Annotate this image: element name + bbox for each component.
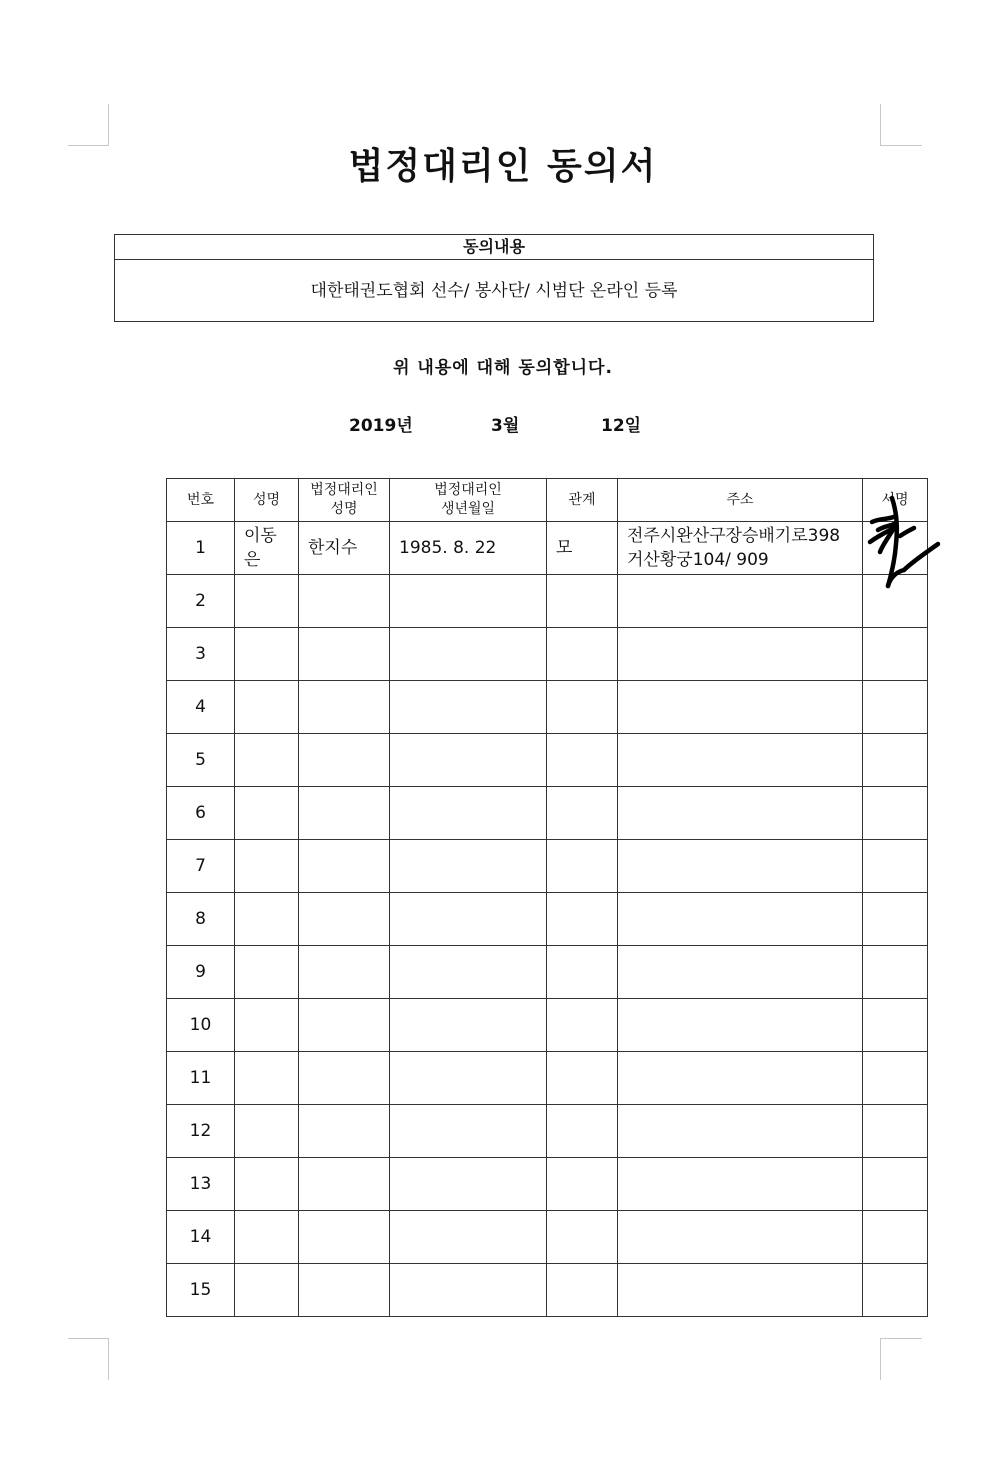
row-birth xyxy=(390,1264,547,1317)
date-month: 3월 xyxy=(491,416,520,436)
row-birth xyxy=(390,681,547,734)
row-name xyxy=(235,681,299,734)
row-relation xyxy=(547,681,618,734)
row-address xyxy=(618,522,863,575)
row-name xyxy=(235,734,299,787)
row-signature xyxy=(863,1211,928,1264)
table-row xyxy=(167,893,928,946)
row-birth xyxy=(390,734,547,787)
row-relation xyxy=(547,999,618,1052)
row-signature xyxy=(863,681,928,734)
row-guardian: 한지수 xyxy=(299,522,390,575)
row-no: 10 xyxy=(167,999,235,1052)
table-row xyxy=(167,1052,928,1105)
row-guardian xyxy=(299,946,390,999)
row-no: 4 xyxy=(167,681,235,734)
row-address xyxy=(618,1158,863,1211)
header-guardian-name xyxy=(299,479,390,522)
header-name: 성명 xyxy=(235,479,299,522)
table-row xyxy=(167,1158,928,1211)
table-row xyxy=(167,1105,928,1158)
crop-mark xyxy=(880,1338,881,1380)
row-birth: 1985. 8. 22 xyxy=(390,522,547,575)
header-guardian-name-line2: 성명 xyxy=(330,501,358,517)
crop-mark xyxy=(68,1338,109,1339)
row-name xyxy=(235,1052,299,1105)
guardian-table xyxy=(166,478,928,1317)
row-relation xyxy=(547,1158,618,1211)
row-no: 9 xyxy=(167,946,235,999)
row-name-line1: 이동 xyxy=(244,526,277,546)
row-address xyxy=(618,787,863,840)
consent-body: 대한태권도협회 선수/ 봉사단/ 시범단 온라인 등록 xyxy=(310,281,678,301)
header-signature: 서명 xyxy=(863,479,928,522)
row-relation xyxy=(547,946,618,999)
row-relation xyxy=(547,628,618,681)
row-address xyxy=(618,946,863,999)
header-relation: 관계 xyxy=(547,479,618,522)
row-name-line2: 은 xyxy=(244,550,261,570)
row-no: 6 xyxy=(167,787,235,840)
row-address xyxy=(618,681,863,734)
row-name xyxy=(235,575,299,628)
row-signature xyxy=(863,628,928,681)
row-name xyxy=(235,628,299,681)
row-no: 2 xyxy=(167,575,235,628)
row-address xyxy=(618,840,863,893)
header-guardian-name-line1: 법정대리인 xyxy=(310,482,378,498)
table-row xyxy=(167,681,928,734)
row-relation xyxy=(547,575,618,628)
table-row xyxy=(167,840,928,893)
row-name xyxy=(235,522,299,575)
row-no: 11 xyxy=(167,1052,235,1105)
row-relation xyxy=(547,1211,618,1264)
row-signature xyxy=(863,1105,928,1158)
row-guardian xyxy=(299,893,390,946)
row-name xyxy=(235,999,299,1052)
row-guardian xyxy=(299,628,390,681)
row-name xyxy=(235,946,299,999)
row-address xyxy=(618,628,863,681)
row-birth xyxy=(390,999,547,1052)
date-year: 2019년 xyxy=(349,416,413,436)
row-no: 7 xyxy=(167,840,235,893)
row-relation: 모 xyxy=(547,522,618,575)
row-no: 8 xyxy=(167,893,235,946)
row-guardian xyxy=(299,1052,390,1105)
row-signature xyxy=(863,522,928,575)
table-row xyxy=(167,787,928,840)
row-guardian xyxy=(299,1158,390,1211)
row-birth xyxy=(390,787,547,840)
table-header-row xyxy=(167,479,928,522)
agree-statement: 위 내용에 대해 동의합니다. xyxy=(393,358,613,378)
row-address xyxy=(618,575,863,628)
row-name xyxy=(235,1105,299,1158)
row-guardian xyxy=(299,681,390,734)
table-row xyxy=(167,946,928,999)
header-address: 주소 xyxy=(618,479,863,522)
row-name xyxy=(235,1158,299,1211)
crop-mark xyxy=(880,1338,922,1339)
row-guardian xyxy=(299,1105,390,1158)
row-address xyxy=(618,1264,863,1317)
row-birth xyxy=(390,1105,547,1158)
row-signature xyxy=(863,575,928,628)
row-address xyxy=(618,1105,863,1158)
header-guardian-birth-line2: 생년월일 xyxy=(440,501,496,517)
table-row xyxy=(167,734,928,787)
consent-heading: 동의내용 xyxy=(115,235,873,260)
row-birth xyxy=(390,1158,547,1211)
row-guardian xyxy=(299,734,390,787)
row-signature xyxy=(863,1052,928,1105)
row-relation xyxy=(547,1105,618,1158)
row-relation xyxy=(547,734,618,787)
row-birth xyxy=(390,575,547,628)
row-no: 1 xyxy=(167,522,235,575)
row-no: 5 xyxy=(167,734,235,787)
header-no: 번호 xyxy=(167,479,235,522)
table-row xyxy=(167,1211,928,1264)
row-birth xyxy=(390,946,547,999)
row-guardian xyxy=(299,1264,390,1317)
row-address-line1: 전주시완산구장승배기로398 xyxy=(627,526,841,546)
row-address xyxy=(618,999,863,1052)
table-row xyxy=(167,1264,928,1317)
row-relation xyxy=(547,893,618,946)
row-guardian xyxy=(299,787,390,840)
row-birth xyxy=(390,628,547,681)
document-title: 법정대리인 동의서 xyxy=(348,146,658,187)
row-guardian xyxy=(299,999,390,1052)
header-guardian-birth-line1: 법정대리인 xyxy=(434,482,502,498)
row-name xyxy=(235,787,299,840)
row-birth xyxy=(390,893,547,946)
table-row xyxy=(167,575,928,628)
row-address xyxy=(618,1211,863,1264)
row-relation xyxy=(547,1264,618,1317)
row-birth xyxy=(390,840,547,893)
row-address xyxy=(618,1052,863,1105)
row-no: 15 xyxy=(167,1264,235,1317)
row-relation xyxy=(547,840,618,893)
row-birth xyxy=(390,1211,547,1264)
row-guardian xyxy=(299,1211,390,1264)
row-signature xyxy=(863,946,928,999)
row-signature xyxy=(863,999,928,1052)
row-signature xyxy=(863,840,928,893)
row-signature xyxy=(863,893,928,946)
date-day: 12일 xyxy=(601,416,642,436)
row-name xyxy=(235,1211,299,1264)
row-no: 14 xyxy=(167,1211,235,1264)
row-name xyxy=(235,893,299,946)
row-relation xyxy=(547,1052,618,1105)
row-name xyxy=(235,840,299,893)
row-address xyxy=(618,734,863,787)
row-guardian xyxy=(299,575,390,628)
row-address xyxy=(618,893,863,946)
row-address-line2: 거산황궁104/ 909 xyxy=(627,550,769,570)
header-guardian-birth xyxy=(390,479,547,522)
row-signature xyxy=(863,1158,928,1211)
crop-mark xyxy=(108,1338,109,1380)
row-signature xyxy=(863,787,928,840)
row-guardian xyxy=(299,840,390,893)
table-row xyxy=(167,999,928,1052)
row-no: 13 xyxy=(167,1158,235,1211)
row-no: 3 xyxy=(167,628,235,681)
consent-box xyxy=(114,234,874,322)
row-signature xyxy=(863,1264,928,1317)
row-birth xyxy=(390,1052,547,1105)
row-signature xyxy=(863,734,928,787)
table-row xyxy=(167,628,928,681)
row-name xyxy=(235,1264,299,1317)
table-row xyxy=(167,522,928,575)
row-no: 12 xyxy=(167,1105,235,1158)
row-relation xyxy=(547,787,618,840)
